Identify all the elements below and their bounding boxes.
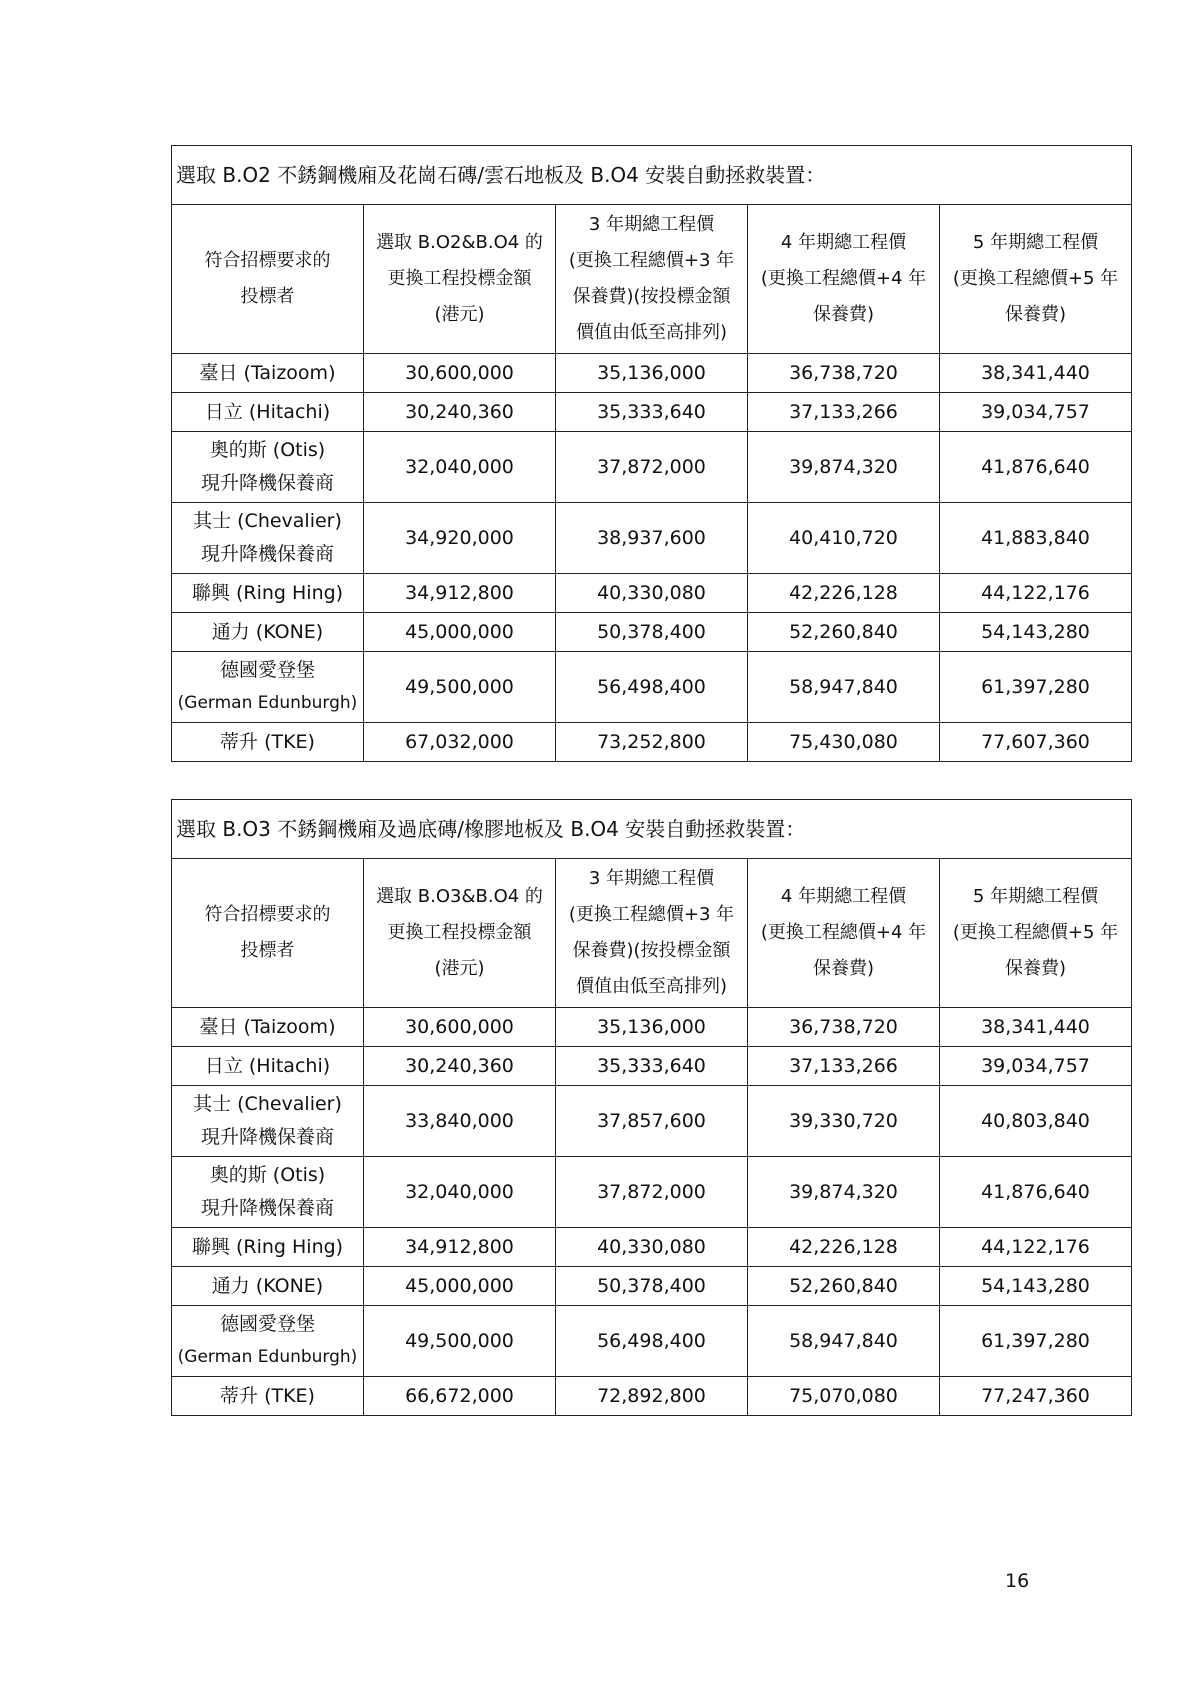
amount-cell: 34,920,000: [364, 503, 556, 574]
amount-cell: 37,133,266: [748, 393, 940, 432]
amount-cell: 52,260,840: [748, 1267, 940, 1306]
bidder-name: 聯興 (Ring Hing): [191, 1236, 344, 1258]
amount-cell: 75,430,080: [748, 723, 940, 762]
amount-cell: 49,500,000: [364, 652, 556, 723]
amount-cell: 32,040,000: [364, 432, 556, 503]
amount-cell: 30,600,000: [364, 354, 556, 393]
amount-cell: 41,883,840: [940, 503, 1132, 574]
amount-cell: 39,874,320: [748, 432, 940, 503]
amount-cell: 41,876,640: [940, 432, 1132, 503]
page-number: 16: [1005, 1570, 1030, 1592]
bidder-name-cell: [172, 1306, 364, 1377]
bidder-name-cell: [172, 1086, 364, 1157]
bidder-name: 日立 (Hitachi): [204, 1055, 331, 1077]
column-header: 3 年期總工程價 (更換工程總價+3 年 保養費)(按投標金額 價值由低至高排列): [556, 859, 748, 1008]
amount-cell: 54,143,280: [940, 1267, 1132, 1306]
bidder-name: 日立 (Hitachi): [204, 401, 331, 423]
bidder-note: (German Edunburgh): [177, 693, 358, 713]
table-row: [172, 432, 1132, 503]
amount-cell: 30,600,000: [364, 1008, 556, 1047]
table-row: [172, 652, 1132, 723]
bidder-note: 現升降機保養商: [200, 1126, 334, 1148]
bidder-name-cell: [172, 1228, 364, 1267]
amount-cell: 77,247,360: [940, 1377, 1132, 1416]
table-row: [172, 574, 1132, 613]
table-row: [172, 503, 1132, 574]
tender-table-b-o3: [171, 799, 1132, 1416]
bidder-name: 其士 (Chevalier): [193, 1093, 342, 1115]
table-row: [172, 1086, 1132, 1157]
bidder-name: 通力 (KONE): [211, 621, 324, 643]
amount-cell: 35,136,000: [556, 354, 748, 393]
amount-cell: 35,136,000: [556, 1008, 748, 1047]
amount-cell: 36,738,720: [748, 354, 940, 393]
bidder-name: 德國愛登堡: [219, 659, 315, 681]
column-header: 3 年期總工程價 (更換工程總價+3 年 保養費)(按投標金額 價值由低至高排列): [556, 205, 748, 354]
amount-cell: 35,333,640: [556, 393, 748, 432]
bidder-name: 奧的斯 (Otis): [209, 1164, 326, 1186]
amount-cell: 56,498,400: [556, 1306, 748, 1377]
bidder-name-cell: [172, 1008, 364, 1047]
amount-cell: 37,133,266: [748, 1047, 940, 1086]
bidder-name: 奧的斯 (Otis): [209, 439, 326, 461]
amount-cell: 72,892,800: [556, 1377, 748, 1416]
amount-cell: 32,040,000: [364, 1157, 556, 1228]
amount-cell: 37,857,600: [556, 1086, 748, 1157]
amount-cell: 52,260,840: [748, 613, 940, 652]
bidder-name: 聯興 (Ring Hing): [191, 582, 344, 604]
amount-cell: 41,876,640: [940, 1157, 1132, 1228]
amount-cell: 38,341,440: [940, 1008, 1132, 1047]
tender-table-b-o2: [171, 145, 1132, 762]
bidder-note: 現升降機保養商: [200, 472, 334, 494]
table-row: [172, 1267, 1132, 1306]
bidder-name: 其士 (Chevalier): [193, 510, 342, 532]
amount-cell: 30,240,360: [364, 1047, 556, 1086]
amount-cell: 44,122,176: [940, 574, 1132, 613]
amount-cell: 66,672,000: [364, 1377, 556, 1416]
amount-cell: 39,874,320: [748, 1157, 940, 1228]
bidder-name-cell: [172, 1047, 364, 1086]
amount-cell: 40,330,080: [556, 574, 748, 613]
bidder-name-cell: [172, 432, 364, 503]
bidder-name: 德國愛登堡: [219, 1313, 315, 1335]
table-row: [172, 613, 1132, 652]
amount-cell: 34,912,800: [364, 574, 556, 613]
amount-cell: 49,500,000: [364, 1306, 556, 1377]
amount-cell: 39,034,757: [940, 1047, 1132, 1086]
amount-cell: 36,738,720: [748, 1008, 940, 1047]
amount-cell: 33,840,000: [364, 1086, 556, 1157]
column-header: 選取 B.O3&B.O4 的 更換工程投標金額 (港元): [364, 859, 556, 1008]
amount-cell: 40,803,840: [940, 1086, 1132, 1157]
table-row: [172, 1306, 1132, 1377]
amount-cell: 37,872,000: [556, 1157, 748, 1228]
bidder-name-cell: [172, 652, 364, 723]
column-header: 4 年期總工程價 (更換工程總價+4 年 保養費): [748, 205, 940, 354]
column-header: 符合招標要求的 投標者: [172, 205, 364, 354]
table-row: [172, 1047, 1132, 1086]
table-row: [172, 1157, 1132, 1228]
bidder-name-cell: [172, 1377, 364, 1416]
bidder-name-cell: [172, 1157, 364, 1228]
amount-cell: 56,498,400: [556, 652, 748, 723]
column-header: 5 年期總工程價 (更換工程總價+5 年 保養費): [940, 859, 1132, 1008]
bidder-name-cell: [172, 354, 364, 393]
amount-cell: 39,330,720: [748, 1086, 940, 1157]
table-row: [172, 1228, 1132, 1267]
amount-cell: 61,397,280: [940, 1306, 1132, 1377]
amount-cell: 34,912,800: [364, 1228, 556, 1267]
amount-cell: 73,252,800: [556, 723, 748, 762]
bidder-note: 現升降機保養商: [200, 1197, 334, 1219]
table-row: [172, 723, 1132, 762]
amount-cell: 58,947,840: [748, 1306, 940, 1377]
amount-cell: 61,397,280: [940, 652, 1132, 723]
amount-cell: 42,226,128: [748, 1228, 940, 1267]
bidder-name: 蒂升 (TKE): [220, 1385, 315, 1407]
table-caption: 選取 B.O3 不銹鋼機廂及過底磚/橡膠地板及 B.O4 安裝自動拯救裝置：: [172, 800, 1132, 859]
bidder-note: 現升降機保養商: [200, 543, 334, 565]
amount-cell: 40,330,080: [556, 1228, 748, 1267]
bidder-name: 通力 (KONE): [211, 1275, 324, 1297]
table-row: [172, 1377, 1132, 1416]
bidder-name-cell: [172, 1267, 364, 1306]
bidder-name: 臺日 (Taizoom): [199, 1016, 336, 1038]
amount-cell: 77,607,360: [940, 723, 1132, 762]
amount-cell: 54,143,280: [940, 613, 1132, 652]
amount-cell: 42,226,128: [748, 574, 940, 613]
table-row: [172, 1008, 1132, 1047]
bidder-name-cell: [172, 613, 364, 652]
amount-cell: 50,378,400: [556, 1267, 748, 1306]
bidder-name-cell: [172, 574, 364, 613]
amount-cell: 67,032,000: [364, 723, 556, 762]
amount-cell: 45,000,000: [364, 1267, 556, 1306]
bidder-name-cell: [172, 723, 364, 762]
bidder-name-cell: [172, 503, 364, 574]
table-caption: 選取 B.O2 不銹鋼機廂及花崗石磚/雲石地板及 B.O4 安裝自動拯救裝置：: [172, 146, 1132, 205]
table-row: [172, 354, 1132, 393]
bidder-name: 蒂升 (TKE): [220, 731, 315, 753]
column-header: 5 年期總工程價 (更換工程總價+5 年 保養費): [940, 205, 1132, 354]
amount-cell: 45,000,000: [364, 613, 556, 652]
amount-cell: 30,240,360: [364, 393, 556, 432]
amount-cell: 58,947,840: [748, 652, 940, 723]
bidder-name: 臺日 (Taizoom): [199, 362, 336, 384]
amount-cell: 50,378,400: [556, 613, 748, 652]
amount-cell: 39,034,757: [940, 393, 1132, 432]
column-header: 符合招標要求的 投標者: [172, 859, 364, 1008]
amount-cell: 35,333,640: [556, 1047, 748, 1086]
bidder-note: (German Edunburgh): [177, 1347, 358, 1367]
table-row: [172, 393, 1132, 432]
column-header: 4 年期總工程價 (更換工程總價+4 年 保養費): [748, 859, 940, 1008]
amount-cell: 37,872,000: [556, 432, 748, 503]
amount-cell: 44,122,176: [940, 1228, 1132, 1267]
amount-cell: 38,937,600: [556, 503, 748, 574]
amount-cell: 75,070,080: [748, 1377, 940, 1416]
amount-cell: 38,341,440: [940, 354, 1132, 393]
amount-cell: 40,410,720: [748, 503, 940, 574]
column-header: 選取 B.O2&B.O4 的 更換工程投標金額 (港元): [364, 205, 556, 354]
bidder-name-cell: [172, 393, 364, 432]
